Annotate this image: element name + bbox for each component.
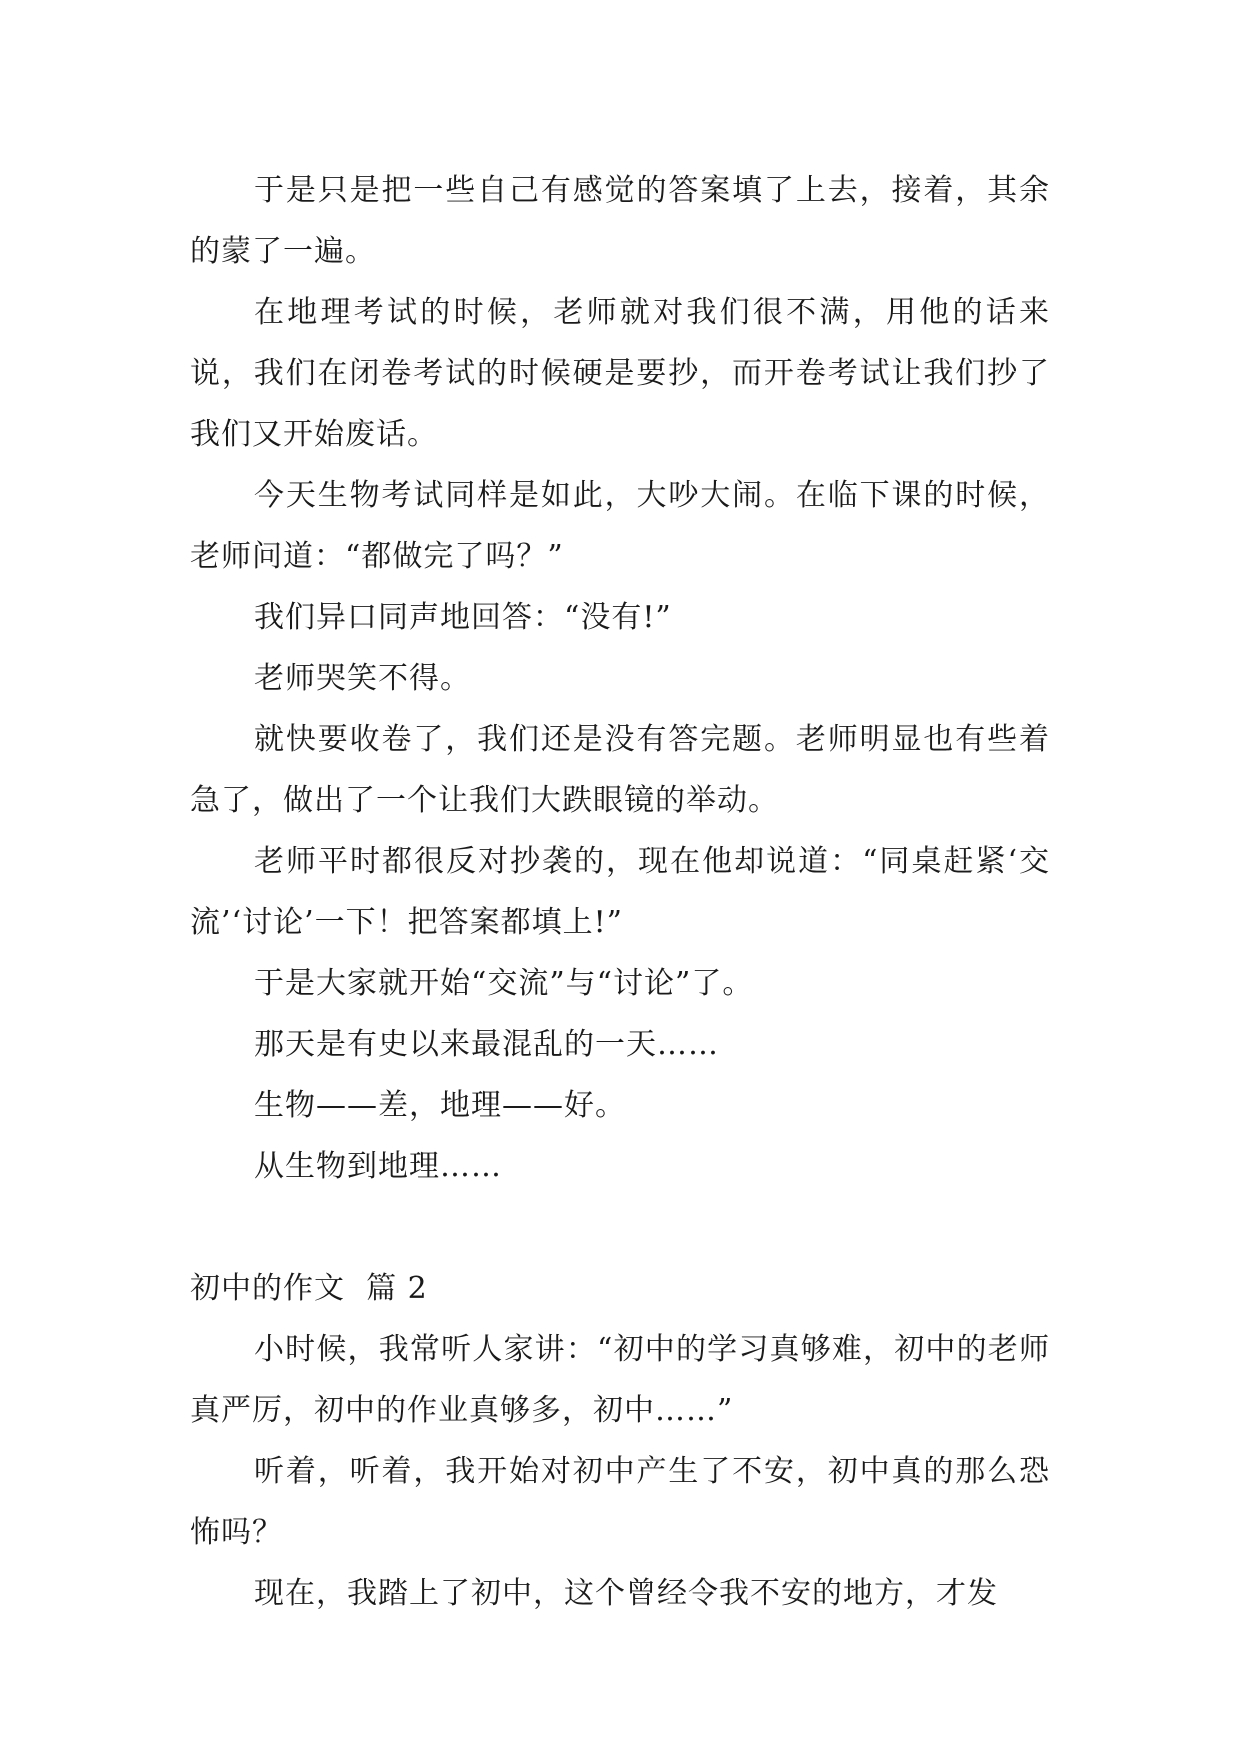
document-body	[190, 160, 1050, 1624]
paragraph: 于是大家就开始“交流”与“讨论”了。	[254, 966, 754, 1001]
paragraph: 老师平时都很反对抄袭的，现在他却说道：“同桌赶紧‘交流’‘讨论’一下！把答案都填上!”	[190, 844, 1050, 940]
paragraph: 生物——差，地理——好。	[254, 1088, 626, 1123]
paragraph: 那天是有史以来最混乱的一天……	[254, 1027, 719, 1062]
paragraph: 现在，我踏上了初中，这个曾经令我不安的地方，才发	[254, 1576, 998, 1611]
paragraph: 听着，听着，我开始对初中产生了不安，初中真的那么恐怖吗？	[190, 1454, 1050, 1550]
paragraph: 我们异口同声地回答：“没有!”	[254, 600, 672, 635]
paragraph: 在地理考试的时候，老师就对我们很不满，用他的话来说，我们在闭卷考试的时候硬是要抄，而开卷考试让我们抄了我们又开始废话。	[190, 295, 1050, 452]
paragraph: 老师哭笑不得。	[254, 661, 471, 696]
paragraph: 就快要收卷了，我们还是没有答完题。老师明显也有些着急了，做出了一个让我们大跌眼镜的举动。	[190, 722, 1050, 818]
paragraph: 小时候，我常听人家讲：“初中的学习真够难，初中的老师真严厉，初中的作业真够多，初中……”	[190, 1332, 1050, 1428]
section-heading: 初中的作文 篇 2	[190, 1271, 428, 1306]
paragraph: 今天生物考试同样是如此，大吵大闹。在临下课的时候，老师问道：“都做完了吗？”	[190, 478, 1050, 574]
paragraph: 于是只是把一些自己有感觉的答案填了上去，接着，其余的蒙了一遍。	[190, 173, 1050, 269]
paragraph: 从生物到地理……	[254, 1149, 502, 1184]
